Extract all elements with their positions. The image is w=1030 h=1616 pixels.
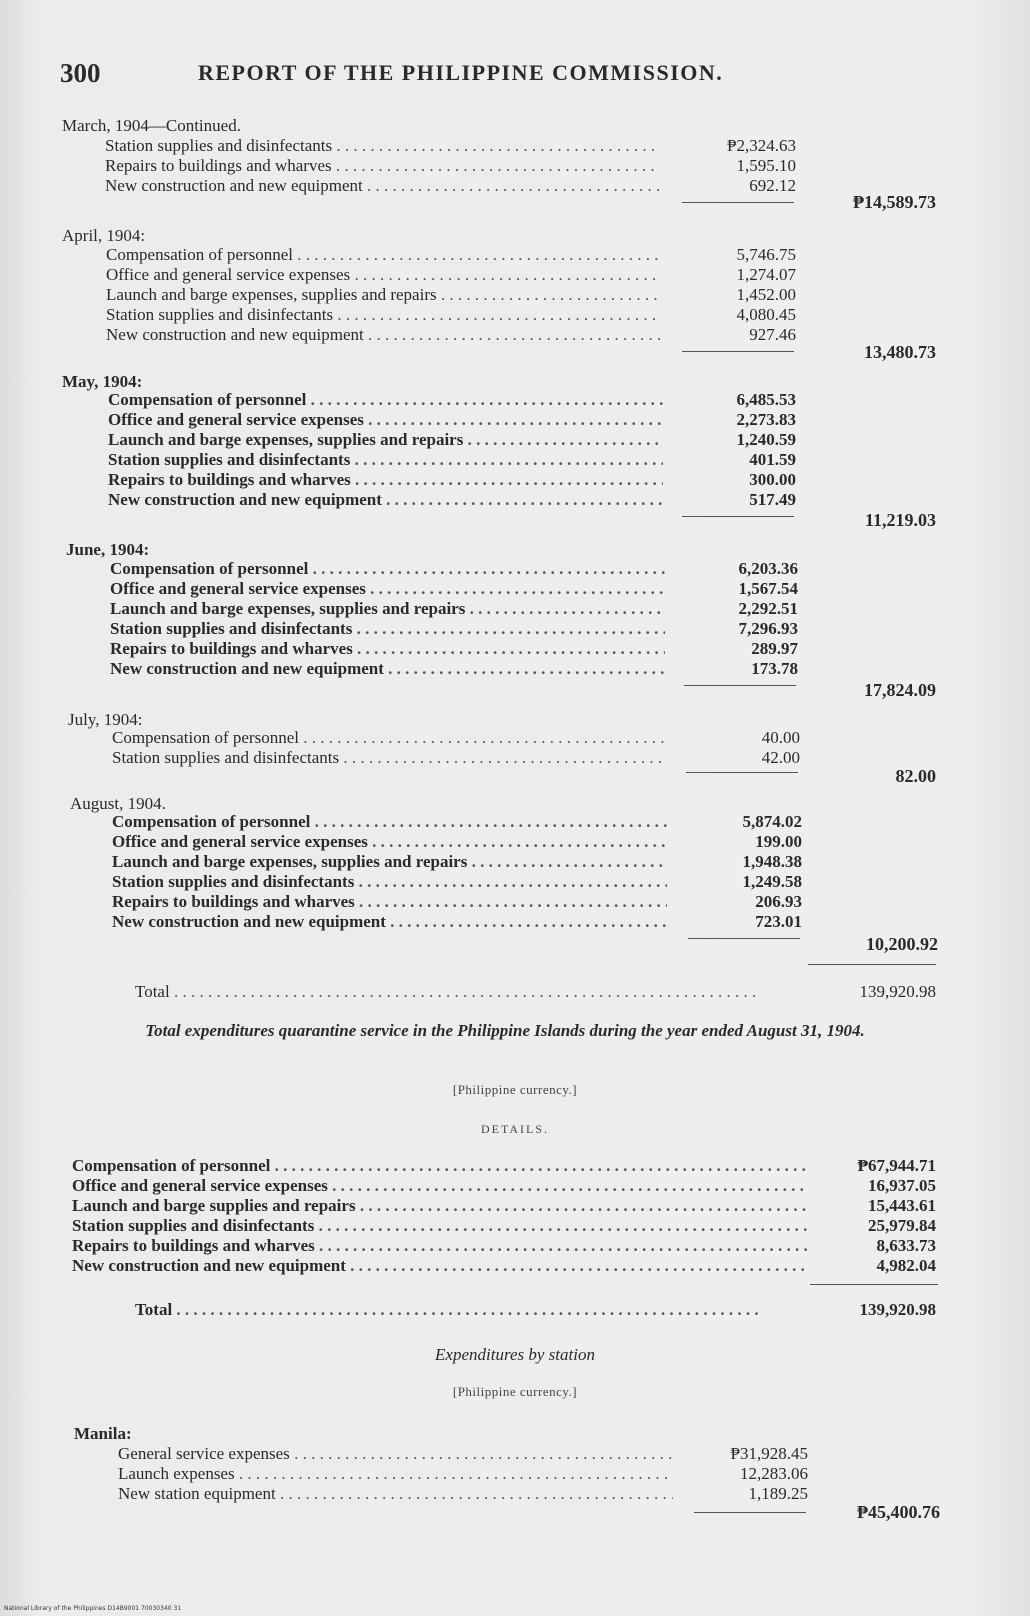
summary-row bbox=[0, 1256, 1030, 1276]
row-label: Office and general service expenses . . . bbox=[108, 410, 663, 430]
station-row bbox=[0, 1464, 1030, 1484]
running-title: REPORT OF THE PHILIPPINE COMMISSION. bbox=[198, 60, 724, 85]
row-label: Station supplies and disinfectants . . . bbox=[112, 748, 667, 768]
page-number: 300 bbox=[60, 58, 101, 88]
ledger-row bbox=[0, 659, 1030, 679]
row-amount: 7,296.93 bbox=[738, 619, 798, 638]
row-label: Compensation of personnel . . . bbox=[72, 1156, 807, 1176]
row-amount: 1,274.07 bbox=[736, 265, 796, 284]
ledger-row bbox=[0, 559, 1030, 579]
row-amount: 16,937.05 bbox=[868, 1176, 936, 1195]
total-rule bbox=[810, 1284, 938, 1285]
subtotal-rule bbox=[682, 202, 794, 203]
row-amount: 206.93 bbox=[755, 892, 802, 911]
row-label: Station supplies and disinfectants . . . bbox=[106, 305, 661, 325]
subtotal-rule bbox=[682, 351, 794, 352]
ledger-row bbox=[0, 728, 1030, 748]
row-amount: 1,595.10 bbox=[736, 156, 796, 175]
month-heading: April, 1904: bbox=[62, 226, 146, 245]
row-amount: 6,485.53 bbox=[736, 390, 796, 409]
page-header bbox=[60, 58, 960, 98]
library-footer: National Library of the Philippines D14B9001 70030340 31 bbox=[4, 1605, 182, 1612]
month-subtotal: 82.00 bbox=[895, 766, 936, 786]
subtotal-rule bbox=[682, 516, 794, 517]
station-title: Expenditures by station bbox=[435, 1345, 595, 1364]
row-amount: 4,982.04 bbox=[876, 1256, 936, 1275]
row-label: Station supplies and disinfectants . . . bbox=[105, 136, 660, 156]
ledger-row bbox=[0, 410, 1030, 430]
summary-title: Total expenditures quarantine service in the Philippine Islands during the year ended August 31, 1904. bbox=[145, 1021, 865, 1040]
ledger-row bbox=[0, 579, 1030, 599]
grand-total-amount: 139,920.98 bbox=[859, 982, 936, 1001]
row-amount: 2,273.83 bbox=[736, 410, 796, 429]
ledger-row bbox=[0, 748, 1030, 768]
row-label: Office and general service expenses . . . bbox=[112, 832, 667, 852]
row-amount: 723.01 bbox=[755, 912, 802, 931]
row-amount: 12,283.06 bbox=[740, 1464, 808, 1483]
ledger-row bbox=[0, 619, 1030, 639]
row-label: Repairs to buildings and wharves . . . bbox=[112, 892, 667, 912]
row-label: Compensation of personnel . . . bbox=[106, 245, 661, 265]
ledger-row bbox=[0, 430, 1030, 450]
row-label: Launch and barge expenses, supplies and repairs . . . bbox=[110, 599, 665, 619]
row-label: Station supplies and disinfectants . . . bbox=[108, 450, 663, 470]
ledger-row bbox=[0, 599, 1030, 619]
row-label: Compensation of personnel . . . bbox=[112, 728, 667, 748]
row-label: Launch and barge expenses, supplies and repairs . . . bbox=[106, 285, 661, 305]
ledger-row bbox=[0, 912, 1030, 932]
row-amount: 1,567.54 bbox=[738, 579, 798, 598]
ledger-row bbox=[0, 156, 1030, 176]
summary-total-row bbox=[0, 1300, 1030, 1320]
summary-row bbox=[0, 1176, 1030, 1196]
ledger-row bbox=[0, 245, 1030, 265]
row-label: Office and general service expenses . . . bbox=[72, 1176, 807, 1196]
row-amount: 1,240.59 bbox=[736, 430, 796, 449]
ledger-row bbox=[0, 285, 1030, 305]
row-amount: 2,292.51 bbox=[738, 599, 798, 618]
row-amount: ₱31,928.45 bbox=[730, 1444, 808, 1463]
station-subtotal: ₱45,400.76 bbox=[857, 1502, 940, 1522]
summary-row bbox=[0, 1156, 1030, 1176]
row-amount: 5,874.02 bbox=[742, 812, 802, 831]
row-amount: 927.46 bbox=[749, 325, 796, 344]
row-label: Office and general service expenses . . . bbox=[106, 265, 661, 285]
row-amount: 289.97 bbox=[751, 639, 798, 658]
month-subtotal: ₱14,589.73 bbox=[853, 192, 936, 212]
month-subtotal: 11,219.03 bbox=[864, 510, 936, 530]
row-amount: 40.00 bbox=[761, 728, 800, 747]
row-amount: 15,443.61 bbox=[868, 1196, 936, 1215]
row-amount: 4,080.45 bbox=[736, 305, 796, 324]
row-label: New construction and new equipment . . . bbox=[106, 325, 661, 345]
row-amount: ₱67,944.71 bbox=[857, 1156, 936, 1175]
row-label: Repairs to buildings and wharves . . . bbox=[108, 470, 663, 490]
row-label: New construction and new equipment . . . bbox=[112, 912, 667, 932]
subtotal-rule bbox=[694, 1512, 806, 1513]
month-heading: August, 1904. bbox=[70, 794, 166, 813]
row-amount: 1,189.25 bbox=[748, 1484, 808, 1503]
station-row bbox=[0, 1444, 1030, 1464]
ledger-row bbox=[0, 832, 1030, 852]
row-amount: 6,203.36 bbox=[738, 559, 798, 578]
row-label: Repairs to buildings and wharves . . . bbox=[72, 1236, 807, 1256]
month-subtotal: 10,200.92 bbox=[866, 934, 938, 954]
row-label: New construction and new equipment . . . bbox=[105, 176, 660, 196]
row-label: Station supplies and disinfectants . . . bbox=[112, 872, 667, 892]
row-label: Station supplies and disinfectants . . . bbox=[110, 619, 665, 639]
row-amount: 25,979.84 bbox=[868, 1216, 936, 1235]
row-label: Compensation of personnel . . . bbox=[110, 559, 665, 579]
ledger-row bbox=[0, 470, 1030, 490]
row-amount: 173.78 bbox=[751, 659, 798, 678]
station-heading: Manila: bbox=[74, 1424, 132, 1443]
row-label: New station equipment . . . bbox=[118, 1484, 673, 1504]
ledger-row bbox=[0, 390, 1030, 410]
summary-total-amount: 139,920.98 bbox=[859, 1300, 936, 1319]
month-heading: May, 1904: bbox=[62, 372, 143, 391]
row-label: Station supplies and disinfectants . . . bbox=[72, 1216, 807, 1236]
subtotal-rule bbox=[688, 938, 800, 939]
ledger-row bbox=[0, 136, 1030, 156]
ledger-row bbox=[0, 872, 1030, 892]
row-amount: 1,948.38 bbox=[742, 852, 802, 871]
ledger-row bbox=[0, 265, 1030, 285]
grand-total-label: Total . . . bbox=[135, 982, 805, 1002]
summary-currency-note: [Philippine currency.] bbox=[452, 1082, 578, 1097]
row-amount: 1,452.00 bbox=[736, 285, 796, 304]
row-amount: 42.00 bbox=[761, 748, 800, 767]
row-amount: 300.00 bbox=[749, 470, 796, 489]
row-amount: 5,746.75 bbox=[736, 245, 796, 264]
ledger-row bbox=[0, 812, 1030, 832]
month-heading: March, 1904—Continued. bbox=[62, 116, 241, 135]
grand-total-row bbox=[0, 982, 1030, 1002]
subtotal-rule bbox=[684, 685, 796, 686]
row-label: Compensation of personnel . . . bbox=[108, 390, 663, 410]
total-rule bbox=[808, 964, 936, 965]
row-label: Compensation of personnel . . . bbox=[112, 812, 667, 832]
month-subtotal: 17,824.09 bbox=[864, 680, 936, 700]
row-label: Office and general service expenses . . . bbox=[110, 579, 665, 599]
row-amount: 692.12 bbox=[749, 176, 796, 195]
row-label: Launch expenses . . . bbox=[118, 1464, 673, 1484]
row-label: New construction and new equipment . . . bbox=[72, 1256, 807, 1276]
summary-row bbox=[0, 1216, 1030, 1236]
month-heading: June, 1904: bbox=[66, 540, 150, 559]
row-label: New construction and new equipment . . . bbox=[108, 490, 663, 510]
ledger-row bbox=[0, 450, 1030, 470]
row-label: Repairs to buildings and wharves . . . bbox=[110, 639, 665, 659]
summary-total-label: Total . . . bbox=[135, 1300, 807, 1320]
month-heading: July, 1904: bbox=[68, 710, 143, 729]
row-label: Repairs to buildings and wharves . . . bbox=[105, 156, 660, 176]
row-amount: 199.00 bbox=[755, 832, 802, 851]
subtotal-rule bbox=[686, 772, 798, 773]
row-amount: ₱2,324.63 bbox=[727, 136, 796, 155]
month-subtotal: 13,480.73 bbox=[864, 342, 936, 362]
ledger-row bbox=[0, 639, 1030, 659]
row-label: General service expenses . . . bbox=[118, 1444, 673, 1464]
details-heading: DETAILS. bbox=[480, 1122, 550, 1136]
row-amount: 8,633.73 bbox=[876, 1236, 936, 1255]
station-currency-note: [Philippine currency.] bbox=[452, 1384, 578, 1399]
row-label: New construction and new equipment . . . bbox=[110, 659, 665, 679]
row-label: Launch and barge supplies and repairs . . . bbox=[72, 1196, 807, 1216]
station-row bbox=[0, 1484, 1030, 1504]
row-label: Launch and barge expenses, supplies and repairs . . . bbox=[108, 430, 663, 450]
summary-row bbox=[0, 1236, 1030, 1256]
ledger-row bbox=[0, 305, 1030, 325]
row-amount: 401.59 bbox=[749, 450, 796, 469]
ledger-row bbox=[0, 892, 1030, 912]
row-label: Launch and barge expenses, supplies and repairs . . . bbox=[112, 852, 667, 872]
summary-row bbox=[0, 1196, 1030, 1216]
ledger-row bbox=[0, 490, 1030, 510]
ledger-row bbox=[0, 852, 1030, 872]
row-amount: 517.49 bbox=[749, 490, 796, 509]
row-amount: 1,249.58 bbox=[742, 872, 802, 891]
